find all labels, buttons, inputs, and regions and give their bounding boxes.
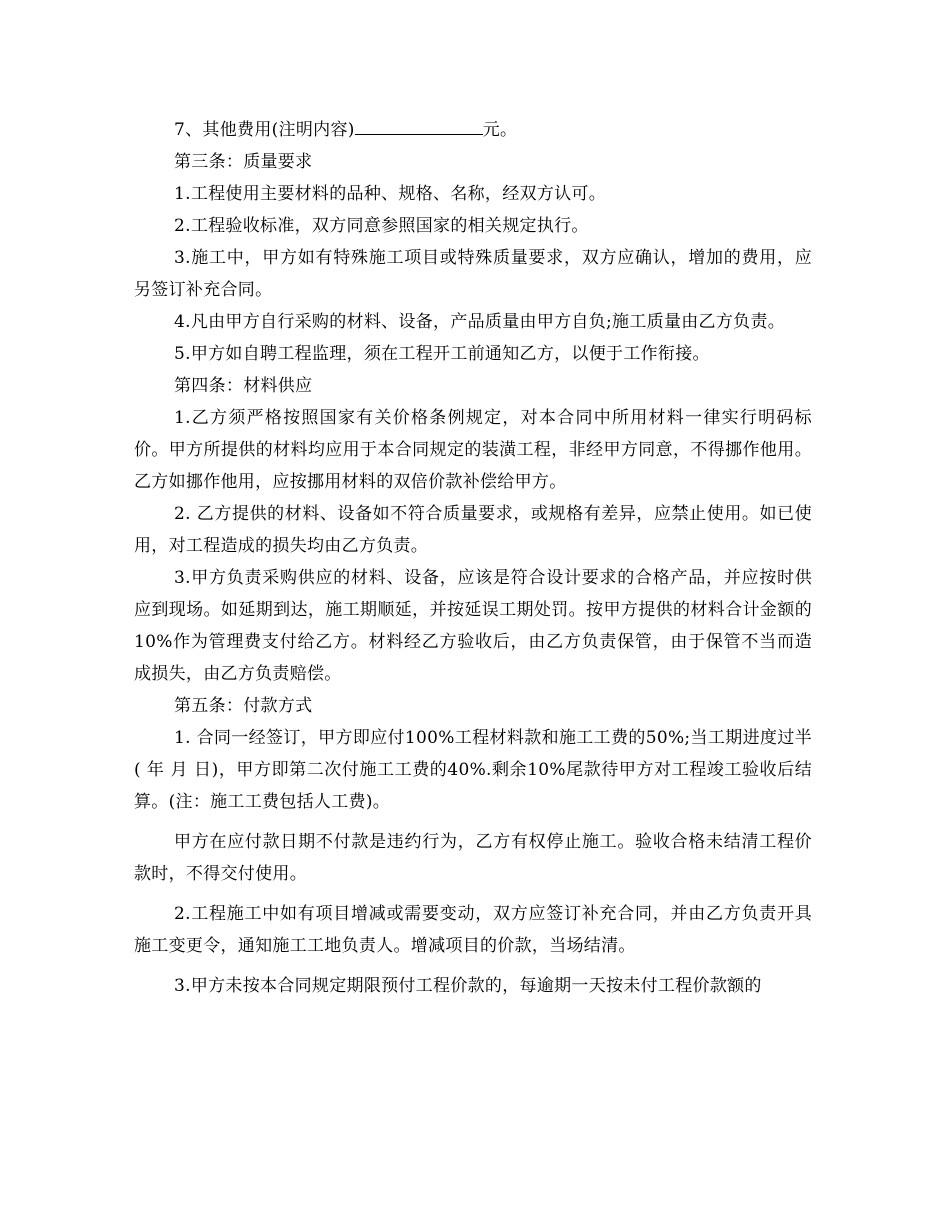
article-3-item-3: 3.施工中，甲方如有特殊施工项目或特殊质量要求，双方应确认，增加的费用，应另签订补充合同。 [134,248,812,300]
other-fees-unit: 元。 [482,120,518,140]
article-4-heading: 第四条：材料供应 [174,376,313,396]
article-4-item-3: 3.甲方负责采购供应的材料、设备，应该是符合设计要求的合格产品，并应按时供应到现场。如延期到达，施工期顺延，并按延误工期处罚。按甲方提供的材料合计金额的10%作为管理费支付给乙方。材料经乙方验收后，由乙方负责保管，由于保管不当而造成损失，由乙方负责赔偿。 [134,568,812,684]
fill-in-blank [355,116,483,135]
article-5-item-2: 2.工程施工中如有项目增减或需要变动，双方应签订补充合同，并由乙方负责开具施工变更令，通知施工工地负责人。增减项目的价款，当场结清。 [134,904,812,956]
article-5-late-payment: 甲方在应付款日期不付款是违约行为，乙方有权停止施工。验收合格未结清工程价款时，不得交付使用。 [134,832,812,884]
article-3-item-2: 2.工程验收标准，双方同意参照国家的相关规定执行。 [174,216,589,236]
article-3-item-5: 5.甲方如自聘工程监理，须在工程开工前通知乙方，以便于工作衔接。 [174,344,710,364]
article-3-heading: 第三条：质量要求 [174,152,313,172]
article-3-item-4: 4.凡由甲方自行采购的材料、设备，产品质量由甲方自负;施工质量由乙方负责。 [174,312,786,332]
document-page [134,114,812,1002]
article-3-item-1: 1.工程使用主要材料的品种、规格、名称，经双方认可。 [174,184,607,204]
clause-other-fees [134,114,812,146]
article-5-item-1: 1. 合同一经签订，甲方即应付100%工程材料款和施工工费的50%;当工期进度过半( 年 月 日)，甲方即第二次付施工工费的40%.剩余10%尾款待甲方对工程竣工验收后结算。(注：施工工费包括人工费)。 [134,728,812,812]
article-5-item-3: 3.甲方未按本合同规定期限预付工程价款的，每逾期一天按未付工程价款额的 [174,976,762,996]
article-4-item-1: 1.乙方须严格按照国家有关价格条例规定，对本合同中所用材料一律实行明码标价。甲方所提供的材料均应用于本合同规定的装潢工程，非经甲方同意，不得挪作他用。乙方如挪作他用，应按挪用材料的双倍价款补偿给甲方。 [134,408,812,492]
article-5-heading: 第五条：付款方式 [174,696,313,716]
other-fees-text: 7、其他费用(注明内容) [174,120,355,140]
article-4-item-2: 2. 乙方提供的材料、设备如不符合质量要求，或规格有差异，应禁止使用。如已使用，对工程造成的损失均由乙方负责。 [134,504,812,556]
